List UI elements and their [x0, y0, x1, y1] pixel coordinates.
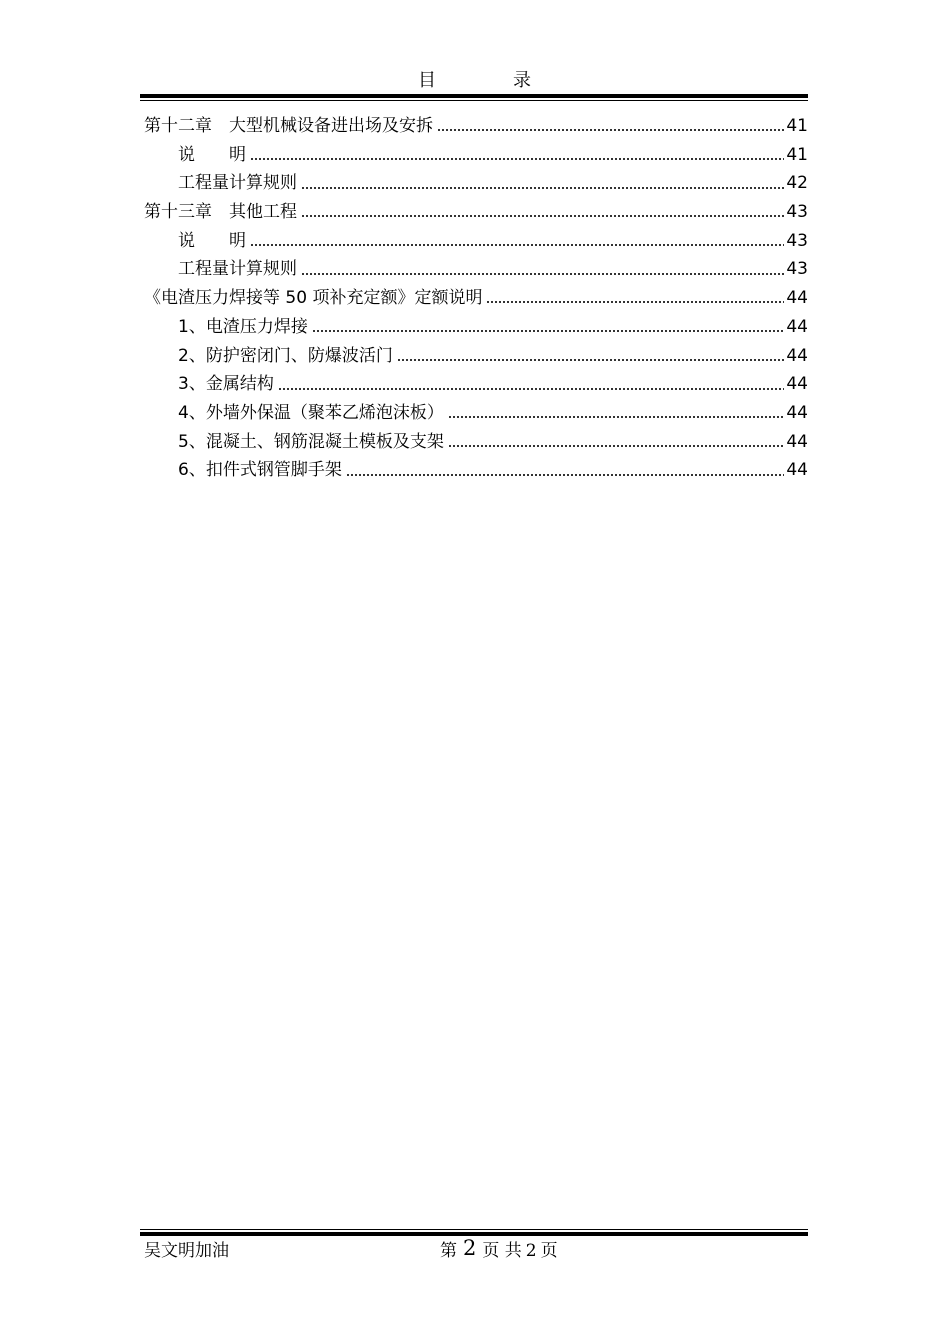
toc-entry-page-number: 44: [786, 402, 808, 423]
toc-entry-section[interactable]: [140, 169, 808, 198]
toc-entry-section[interactable]: [140, 370, 808, 399]
toc-dot-leader: [312, 328, 785, 334]
toc-dot-leader: [301, 271, 784, 277]
header-title-char-1: 目: [418, 70, 436, 91]
footer-page-prefix: 第: [440, 1241, 457, 1261]
toc-entry-section[interactable]: [140, 313, 808, 342]
header-rule-thin: [140, 100, 808, 101]
toc-entry-page-number: 43: [786, 259, 808, 280]
toc-dot-leader: [278, 386, 785, 392]
toc-entry-title: 工程量计算规则: [178, 259, 297, 280]
toc-entry-chapter[interactable]: [140, 198, 808, 227]
toc-dot-leader: [486, 299, 784, 305]
footer-page-suffix: 页: [540, 1241, 558, 1261]
toc-dot-leader: [250, 156, 784, 162]
toc-entry-section[interactable]: [140, 428, 808, 457]
footer-page-mid: 页 共: [482, 1241, 522, 1261]
toc-entry-title: 5、混凝土、钢筋混凝土模板及支架: [178, 431, 444, 452]
page-header-title: [140, 66, 808, 92]
toc-entry-page-number: 43: [786, 230, 808, 251]
toc-entry-title: 《电渣压力焊接等 50 项补充定额》定额说明: [144, 288, 483, 309]
toc-entry-section[interactable]: [140, 141, 808, 170]
toc-entry-title: 工程量计算规则: [178, 173, 297, 194]
toc-entry-section[interactable]: [140, 227, 808, 256]
header-rule-thick: [140, 94, 808, 98]
header-title-char-2: 录: [513, 70, 531, 91]
toc-entry-page-number: 44: [786, 288, 808, 309]
toc-dot-leader: [301, 213, 784, 219]
toc-dot-leader: [250, 242, 784, 248]
toc-entry-page-number: 43: [786, 202, 808, 223]
toc-entry-title: 1、电渣压力焊接: [178, 316, 308, 337]
toc-entry-page-number: 44: [786, 374, 808, 395]
toc-entry-title: 说 明: [178, 230, 246, 251]
toc-entry-section[interactable]: [140, 342, 808, 371]
toc-dot-leader: [346, 472, 785, 478]
toc-entry-section[interactable]: [140, 399, 808, 428]
toc-entry-page-number: 41: [786, 144, 808, 165]
toc-entry-title: 说 明: [178, 144, 246, 165]
table-of-contents: [140, 112, 808, 485]
toc-dot-leader: [448, 414, 785, 420]
toc-entry-title: 第十二章 大型机械设备进出场及安拆: [144, 116, 433, 136]
footer-page-number: [440, 1236, 558, 1261]
toc-entry-chapter[interactable]: [140, 284, 808, 313]
toc-entry-page-number: 42: [786, 173, 808, 194]
toc-entry-chapter[interactable]: [140, 112, 808, 141]
toc-dot-leader: [397, 357, 785, 363]
footer-current-page: 2: [463, 1236, 477, 1260]
toc-entry-section[interactable]: [140, 255, 808, 284]
page-footer: [140, 1236, 808, 1264]
toc-entry-page-number: 44: [786, 460, 808, 481]
toc-entry-page-number: 44: [786, 345, 808, 366]
toc-dot-leader: [301, 185, 784, 191]
toc-entry-title: 2、防护密闭门、防爆波活门: [178, 345, 393, 366]
toc-entry-title: 3、金属结构: [178, 374, 274, 395]
footer-rule-thin: [140, 1229, 808, 1230]
footer-author: 吴文明加油: [144, 1241, 229, 1261]
toc-entry-page-number: 44: [786, 316, 808, 337]
toc-entry-title: 第十三章 其他工程: [144, 202, 297, 223]
toc-entry-page-number: 44: [786, 431, 808, 452]
toc-dot-leader: [437, 127, 784, 133]
toc-entry-page-number: 41: [786, 116, 808, 136]
footer-total-pages: 2: [525, 1241, 537, 1261]
toc-entry-section[interactable]: [140, 456, 808, 485]
toc-dot-leader: [448, 443, 785, 449]
toc-entry-title: 4、外墙外保温（聚苯乙烯泡沫板）: [178, 402, 444, 423]
toc-entry-title: 6、扣件式钢管脚手架: [178, 460, 342, 481]
